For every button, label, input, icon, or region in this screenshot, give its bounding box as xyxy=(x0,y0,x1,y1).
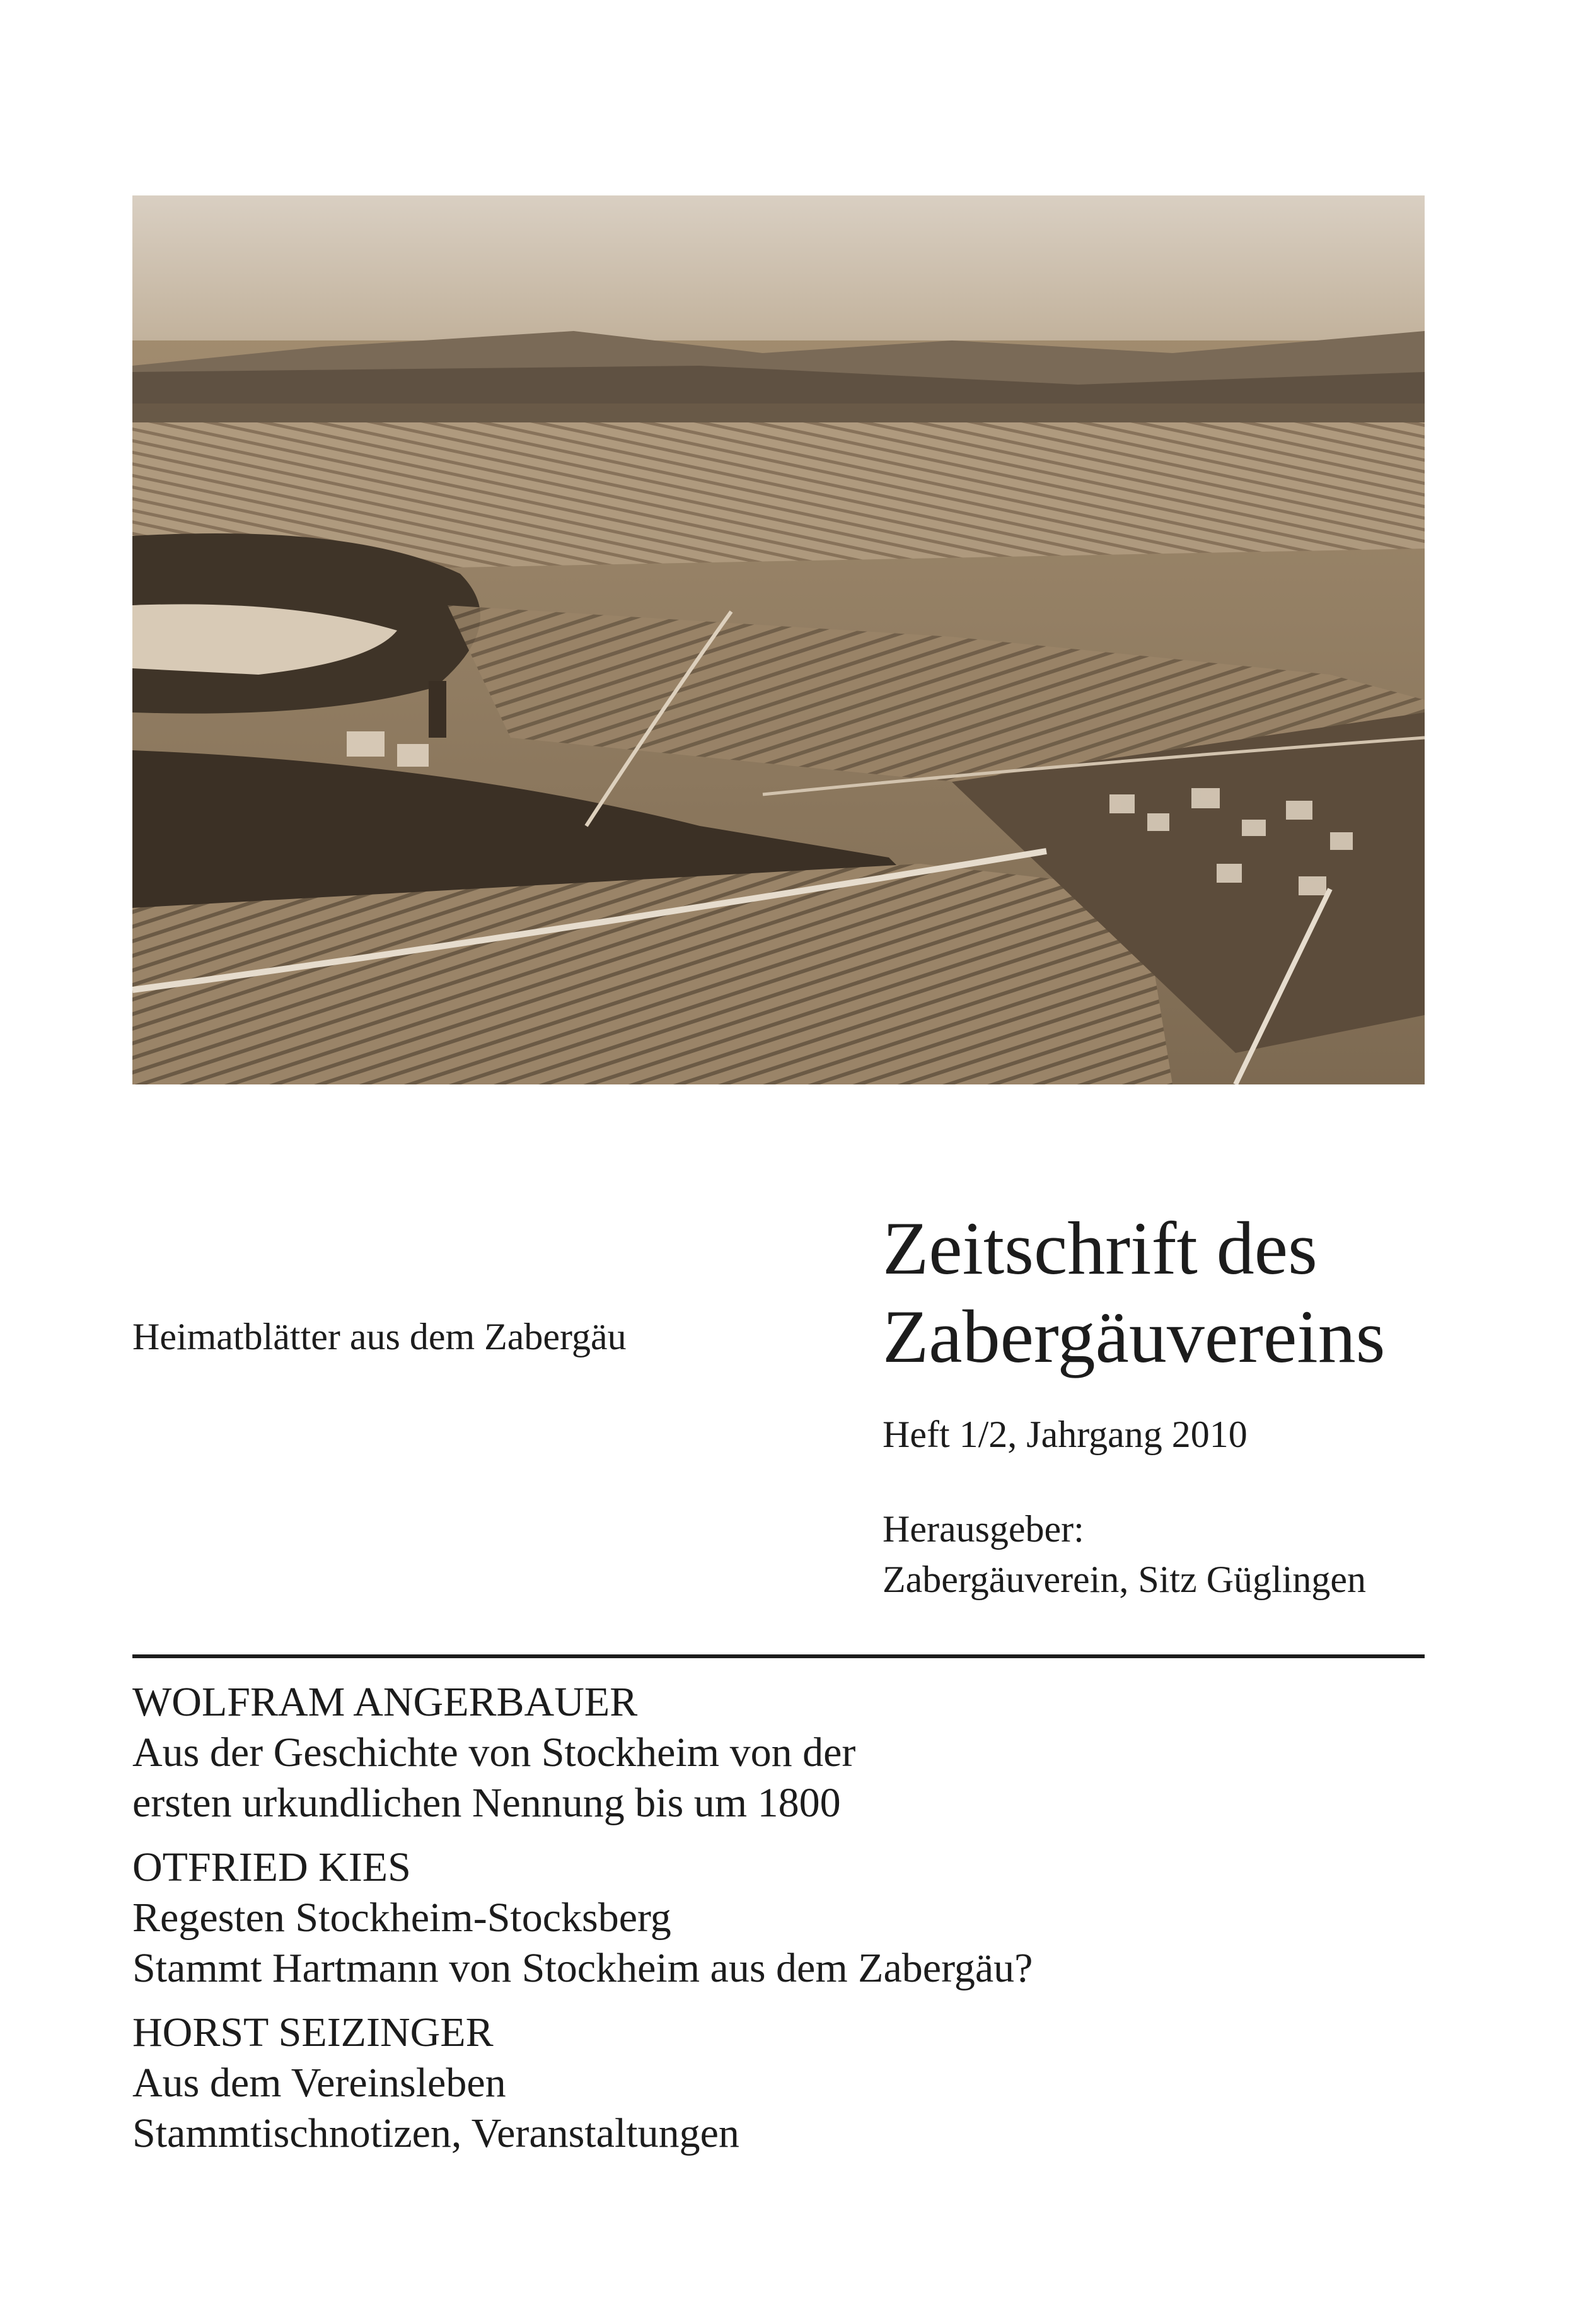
entry-title-line: ersten urkundlichen Nennung bis um 1800 xyxy=(132,1780,841,1826)
title-line-1: Zeitschrift des xyxy=(883,1206,1317,1290)
cover-photo xyxy=(132,195,1425,1084)
entry-title-line: Aus der Geschichte von Stockheim von der xyxy=(132,1729,856,1775)
page-title xyxy=(883,1204,1385,1381)
contents-entry xyxy=(132,2007,1425,2159)
cover-subtitle: Heimatblätter aus dem Zabergäu xyxy=(132,1316,627,1357)
divider xyxy=(132,1654,1425,1658)
entry-author: WOLFRAM ANGERBAUER xyxy=(132,1679,638,1725)
publisher-name: Zabergäuverein, Sitz Güglingen xyxy=(883,1559,1366,1600)
table-of-contents xyxy=(132,1677,1425,2173)
publisher-info xyxy=(883,1504,1366,1605)
entry-title-line: Aus dem Vereinsleben xyxy=(132,2060,506,2106)
contents-entry xyxy=(132,1842,1425,1994)
issue-info: Heft 1/2, Jahrgang 2010 xyxy=(883,1414,1248,1455)
entry-title-line: Regesten Stockheim-Stocksberg xyxy=(132,1895,671,1941)
title-line-2: Zabergäuvereins xyxy=(883,1294,1386,1378)
entry-author: OTFRIED KIES xyxy=(132,1844,411,1890)
publisher-label: Herausgeber: xyxy=(883,1508,1084,1550)
entry-title-line: Stammt Hartmann von Stockheim aus dem Zabergäu? xyxy=(132,1945,1033,1991)
aerial-landscape-image xyxy=(132,195,1425,1084)
entry-title-line: Stammtischnotizen, Veranstaltungen xyxy=(132,2110,739,2156)
entry-author: HORST SEIZINGER xyxy=(132,2009,494,2055)
contents-entry xyxy=(132,1677,1425,1828)
